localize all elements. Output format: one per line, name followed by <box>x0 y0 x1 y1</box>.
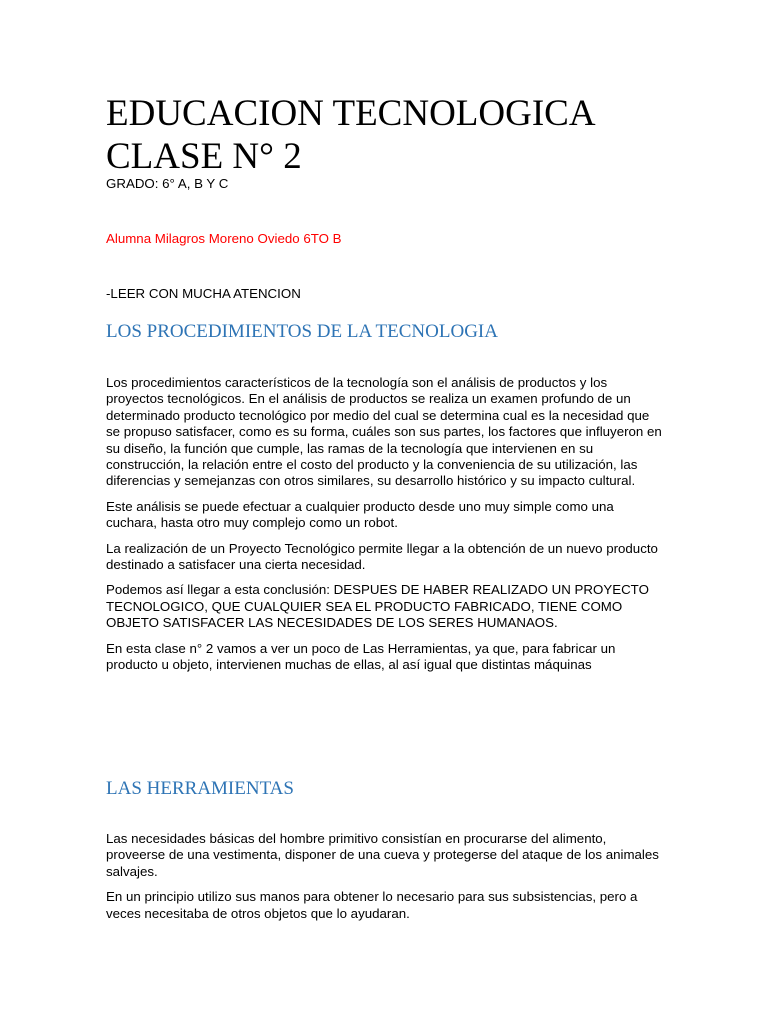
paragraph: Los procedimientos característicos de la tecnología son el análisis de productos y los proyectos tecnológicos. En el análisis de productos se realiza un examen profundo de un determinado producto tecnológico por medio del cual se determina cual es la necesidad que se propuso satisfacer, como es su forma, cuáles son sus partes, los factores que influyeron en su diseño, la función que cumple, las ramas de la tecnología que intervienen en su construcción, la relación entre el costo del producto y la conveniencia de su utilización, las diferencias y semejanzas con otros similares, su desarrollo histórico y su impacto cultural. <box>106 375 662 489</box>
student-name: Alumna Milagros Moreno Oviedo 6TO B <box>106 231 342 246</box>
paragraph: En un principio utilizo sus manos para obtener lo necesario para sus subsistencias, pero a veces necesitaba de otros objetos que lo ayudaran. <box>106 889 638 921</box>
instruction-line: -LEER CON MUCHA ATENCION <box>106 286 301 301</box>
paragraph: Este análisis se puede efectuar a cualquier producto desde uno muy simple como una cuchara, hasta otro muy complejo como un robot. <box>106 498 614 531</box>
paragraph: En esta clase n° 2 vamos a ver un poco de Las Herramientas, ya que, para fabricar un producto u objeto, intervienen muchas de ellas, al así igual que distintas máquinas <box>106 640 616 673</box>
paragraph: Las necesidades básicas del hombre primitivo consistían en procurarse del alimento, proveerse de una vestimenta, disponer de una cueva y protegerse del ataque de los animales salvajes. <box>106 831 659 879</box>
document-title <box>106 92 706 178</box>
title-line-1: EDUCACION TECNOLOGICA <box>106 93 596 134</box>
paragraph: Podemos así llegar a esta conclusión: DESPUES DE HABER REALIZADO UN PROYECTO TECNOLOGICO, QUE CUALQUIER SEA EL PRODUCTO FABRICADO, TIENE COMO OBJETO SATISFACER LAS NECESIDADES DE LOS SERES HUMANAOS. <box>106 582 649 631</box>
section-body-procedimientos <box>106 375 666 683</box>
title-line-2: CLASE N° 2 <box>106 136 302 177</box>
paragraph: La realización de un Proyecto Tecnológico permite llegar a la obtención de un nuevo producto destinado a satisfacer una cierta necesidad. <box>106 540 658 573</box>
section-heading-herramientas: LAS HERRAMIENTAS <box>106 778 294 799</box>
section-heading-procedimientos: LOS PROCEDIMIENTOS DE LA TECNOLOGIA <box>106 321 498 342</box>
section-body-herramientas <box>106 831 666 931</box>
grade-line: GRADO: 6° A, B Y C <box>106 176 229 191</box>
